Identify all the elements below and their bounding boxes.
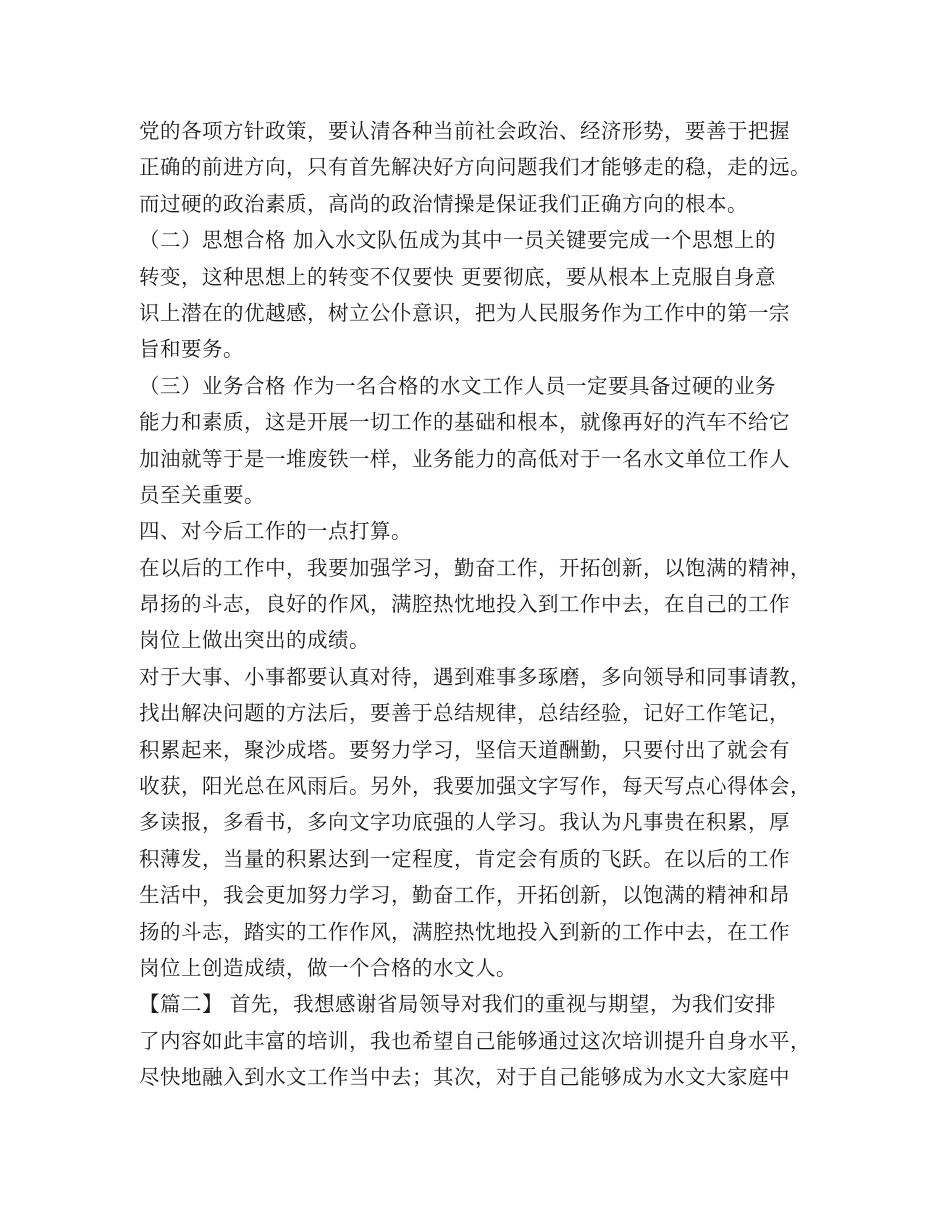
- text-line: 多读报，多看书，多向文字功底强的人学习。我认为凡事贵在积累，厚: [139, 810, 790, 835]
- section-heading-line: 四、对今后工作的一点打算。: [139, 519, 412, 544]
- section-heading-line: 【篇二】 首先，我想感谢省局领导对我们的重视与期望，为我们安排: [139, 992, 777, 1017]
- text-line: 识上潜在的优越感，树立公仆意识，把为人民服务作为工作中的第一宗: [139, 300, 790, 325]
- text-line: 生活中，我会更加努力学习，勤奋工作，开拓创新，以饱满的精神和昂: [139, 883, 790, 908]
- text-line: 旨和要务。: [139, 337, 244, 362]
- text-line: 在以后的工作中，我要加强学习，勤奋工作，开拓创新，以饱满的精神，: [139, 555, 811, 580]
- text-line: 岗位上创造成绩，做一个合格的水文人。: [139, 955, 517, 980]
- text-line: 找出解决问题的方法后，要善于总结规律，总结经验，记好工作笔记，: [139, 701, 790, 726]
- text-line: 正确的前进方向，只有首先解决好方向问题我们才能够走的稳，走的远。: [139, 155, 811, 180]
- text-line: 转变，这种思想上的转变不仅要快 更要彻底，要从根本上克服自身意: [139, 264, 777, 289]
- text-line: 党的各项方针政策，要认清各种当前社会政治、经济形势，要善于把握: [139, 119, 790, 143]
- text-line: 了内容如此丰富的培训，我也希望自己能够通过这次培训提升自身水平，: [139, 1028, 811, 1053]
- section-heading-line: （三）业务合格 作为一名合格的水文工作人员一定要具备过硬的业务: [139, 373, 777, 398]
- text-line: 能力和素质，这是开展一切工作的基础和根本，就像再好的汽车不给它: [139, 410, 790, 435]
- text-line: 积累起来，聚沙成塔。要努力学习，坚信天道酬勤，只要付出了就会有: [139, 737, 790, 762]
- section-heading-line: （二）思想合格 加入水文队伍成为其中一员关键要完成一个思想上的: [139, 228, 777, 253]
- text-line: 扬的斗志，踏实的工作作风，满腔热忱地投入到新的工作中去，在工作: [139, 919, 790, 944]
- text-line: 昂扬的斗志，良好的作风，满腔热忱地投入到工作中去，在自己的工作: [139, 592, 790, 617]
- text-line: 加油就等于是一堆废铁一样，业务能力的高低对于一名水文单位工作人: [139, 446, 790, 471]
- text-line: 积薄发，当量的积累达到一定程度，肯定会有质的飞跃。在以后的工作: [139, 846, 790, 871]
- text-line: 岗位上做出突出的成绩。: [139, 628, 370, 653]
- text-line: 而过硬的政治素质，高尚的政治情操是保证我们正确方向的根本。: [139, 191, 748, 216]
- text-line: 尽快地融入到水文工作当中去；其次，对于自己能够成为水文大家庭中: [139, 1065, 790, 1090]
- body-text: [139, 113, 839, 1096]
- text-line: 员至关重要。: [139, 482, 265, 507]
- text-line: 对于大事、小事都要认真对待，遇到难事多琢磨，多向领导和同事请教，: [139, 664, 811, 689]
- text-line: 收获，阳光总在风雨后。另外，我要加强文字写作，每天写点心得体会，: [139, 774, 811, 799]
